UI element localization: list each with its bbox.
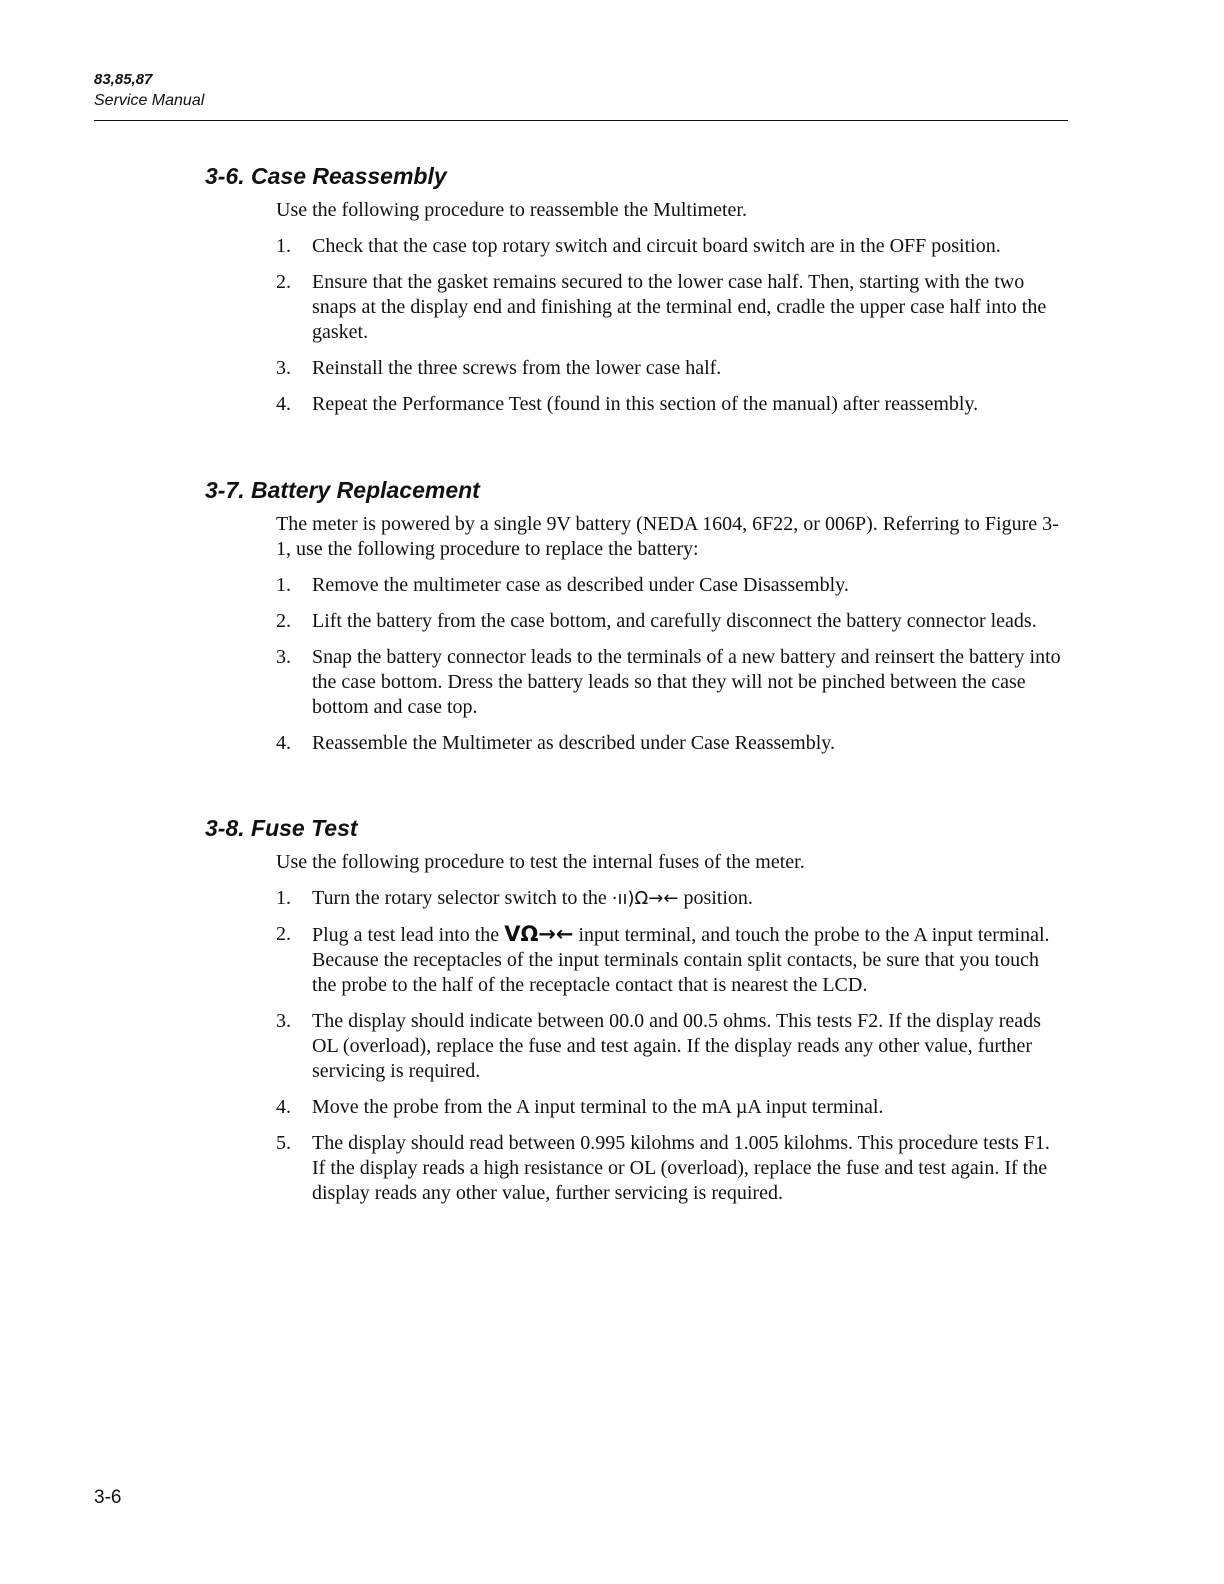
page-number: 3-6 [94,1487,122,1508]
step-item [276,1131,1065,1206]
step-text: Repeat the Performance Test (found in this section of the manual) after reassembly. [312,393,979,415]
step-item [276,1095,1065,1120]
step-text: Remove the multimeter case as described under Case Disassembly. [312,574,849,596]
step-number: 2. [276,610,291,632]
section-fuse-test [205,814,1065,1206]
running-header [94,70,204,112]
step-text: Ensure that the gasket remains secured to the lower case half. Then, starting with the two snaps at the display end and finishing at the terminal end, cradle the upper case half into the gasket. [312,271,1047,343]
step-text: Lift the battery from the case bottom, and carefully disconnect the battery connector leads. [312,610,1037,632]
step-number: 4. [276,393,291,415]
step-text: Move the probe from the A input terminal to the mA µA input terminal. [312,1096,884,1118]
step-number: 2. [276,923,291,945]
section-title: 3-7. Battery Replacement [205,477,480,503]
step-text-post: input terminal, and touch the probe to the A input terminal. Because the receptacles of the input terminals contain split contacts, be sure that you touch the probe to the half of the receptacle contact that is nearest the LCD. [312,924,1050,996]
step-list [276,886,1065,1206]
header-subtitle: Service Manual [94,92,205,109]
step-number: 4. [276,1096,291,1118]
step-list [276,573,1065,756]
section-intro: Use the following procedure to test the internal fuses of the meter. [276,851,805,873]
section-intro: The meter is powered by a single 9V battery (NEDA 1604, 6F22, or 006P). Referring to Figure 3-1, use the following procedure to replace the battery: [276,513,1059,560]
header-model: 83,85,87 [94,71,153,88]
section-title: 3-6. Case Reassembly [205,163,447,189]
step-number: 3. [276,357,291,379]
step-number: 1. [276,235,291,257]
header-rule [94,120,1068,121]
step-item [276,609,1065,634]
step-text-post: position. [678,887,753,909]
step-item [276,886,1065,911]
section-intro: Use the following procedure to reassemble the Multimeter. [276,199,747,221]
step-list [276,234,1065,417]
step-number: 3. [276,646,291,668]
step-text: Check that the case top rotary switch and circuit board switch are in the OFF position. [312,235,1001,257]
step-number: 5. [276,1132,291,1154]
step-number: 4. [276,732,291,754]
step-text: Reinstall the three screws from the lower case half. [312,357,722,379]
step-item [276,1009,1065,1084]
volt-ohm-diode-terminal-symbol: VΩ→← [504,922,574,946]
section-title: 3-8. Fuse Test [205,815,358,841]
step-text: The display should indicate between 00.0 and 00.5 ohms. This tests F2. If the display reads OL (overload), replace the fuse and test again. If the display reads any other value, further servicing is required. [312,1010,1041,1082]
step-number: 2. [276,271,291,293]
step-text: Reassemble the Multimeter as described under Case Reassembly. [312,732,835,754]
step-item [276,356,1065,381]
step-text-pre: Turn the rotary selector switch to the [312,887,612,909]
step-item [276,645,1065,720]
step-item [276,234,1065,259]
step-item [276,573,1065,598]
step-item [276,731,1065,756]
step-item [276,392,1065,417]
step-number: 1. [276,887,291,909]
step-number: 3. [276,1010,291,1032]
section-case-reassembly [205,162,1065,417]
continuity-ohms-capacitance-symbol: ·ıı)Ω→← [611,888,679,909]
step-text-pre: Plug a test lead into the [312,924,505,946]
step-number: 1. [276,574,291,596]
step-text: Snap the battery connector leads to the terminals of a new battery and reinsert the battery into the case bottom. Dress the battery leads so that they will not be pinched between the case bottom and case top. [312,646,1061,718]
step-item [276,270,1065,345]
step-text: The display should read between 0.995 kilohms and 1.005 kilohms. This procedure tests F1. If the display reads a high resistance or OL (overload), replace the fuse and test again. If the display reads any other value, further servicing is required. [312,1132,1050,1204]
step-item [276,922,1065,998]
section-battery-replacement [205,476,1065,756]
